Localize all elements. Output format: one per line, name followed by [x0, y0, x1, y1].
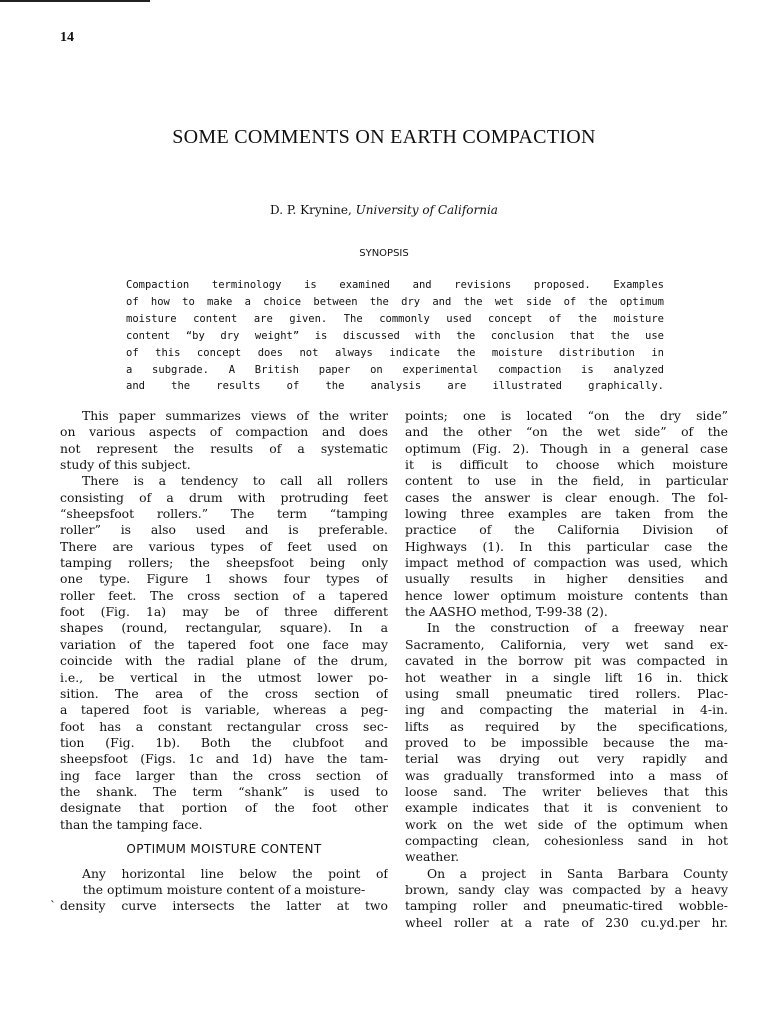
text-line: brown, sandy clay was compacted by a heavy — [405, 881, 728, 897]
text-line: than the tamping face. — [60, 816, 203, 832]
text-line: tion (Fig. 1b). Both the clubfoot and — [60, 734, 388, 750]
text-line: example indicates that it is convenient to — [405, 800, 728, 816]
synopsis-line: Compaction terminology is examined and revisions proposed. Examples — [126, 279, 664, 291]
text-line: compacting clean, cohesionless sand in hot — [405, 832, 728, 848]
text-line: i.e., be vertical in the utmost lower po- — [60, 669, 388, 685]
text-line: hence lower optimum moisture contents than — [405, 587, 728, 603]
text-line: terial was drying out very rapidly and — [405, 751, 728, 767]
text-line: weather. — [405, 849, 460, 865]
synopsis-line: moisture content are given. The commonly used concept of the moisture — [126, 312, 664, 325]
text-line: impact method of compaction was used, which — [405, 555, 728, 571]
text-line: roller” is also used and is preferable. — [60, 522, 388, 538]
text-line: the shank. The term “shank” is used to — [60, 783, 388, 799]
text-line: coincide with the radial plane of the drum, — [60, 653, 388, 669]
margin-mark: ` — [50, 899, 56, 914]
text-line: ing and compacting the material in 4-in. — [405, 702, 728, 718]
text-line: tamping roller and pneumatic-tired wobble- — [405, 898, 728, 914]
text-line: the AASHO method, T-99-38 (2). — [405, 604, 608, 620]
text-line: Sacramento, California, very wet sand ex- — [405, 636, 728, 652]
text-line: Any horizontal line below the point of — [82, 865, 388, 881]
synopsis-line: a subgrade. A British paper on experimental compaction is analyzed — [126, 363, 664, 376]
paragraph — [405, 408, 728, 620]
text-line: tamping rollers; the sheepsfoot being only — [60, 555, 388, 571]
text-line: content to use in the field, in particular — [405, 473, 728, 489]
text-line: consisting of a drum with protruding feet — [60, 489, 388, 505]
text-line: not represent the results of a systematic — [60, 440, 388, 456]
text-line: In the construction of a freeway near — [427, 620, 728, 636]
text-line: “sheepsfoot rollers.” The term “tamping — [60, 506, 388, 522]
text-line: cases the answer is clear enough. The fol- — [405, 489, 728, 505]
paper-title: SOME COMMENTS ON EARTH COMPACTION — [172, 126, 596, 148]
text-line: variation of the tapered foot one face may — [60, 636, 388, 652]
text-line: usually results in higher densities and — [405, 571, 728, 587]
author-line — [0, 203, 768, 217]
text-line: a tapered foot is variable, whereas a peg- — [60, 702, 388, 718]
text-line: wheel roller at a rate of 230 cu.yd.per hr. — [405, 914, 728, 930]
paragraph — [405, 866, 728, 931]
text-line: was gradually transformed into a mass of — [405, 767, 728, 783]
synopsis-body — [126, 277, 664, 395]
synopsis-line: of how to make a choice between the dry and the wet side of the optimum — [126, 295, 664, 308]
text-line: optimum (Fig. 2). Though in a general case — [405, 440, 728, 456]
text-line: loose sand. The writer believes that this — [405, 783, 728, 799]
author-name: D. P. Krynine, — [270, 203, 356, 217]
synopsis-heading: SYNOPSIS — [359, 248, 409, 259]
text-line: study of this subject. — [60, 457, 191, 473]
text-line: shapes (round, rectangular, square). In a — [60, 620, 388, 636]
text-line: practice of the California Division of — [405, 522, 728, 538]
text-line: sheepsfoot (Figs. 1c and 1d) have the tam- — [60, 751, 388, 767]
paragraph — [60, 473, 388, 833]
text-line: foot (Fig. 1a) may be of three different — [60, 604, 388, 620]
text-line: on various aspects of compaction and does — [60, 424, 388, 440]
text-line: roller feet. The cross section of a tapered — [60, 587, 388, 603]
text-line: designate that portion of the foot other — [60, 800, 388, 816]
page-number: 14 — [60, 30, 74, 45]
text-line: using small pneumatic tired rollers. Plac- — [405, 685, 728, 701]
text-line: work on the wet side of the optimum when — [405, 816, 728, 832]
text-line: Highways (1). In this particular case the — [405, 538, 728, 554]
text-line: density curve intersects the latter at two — [60, 898, 388, 914]
right-column — [405, 408, 728, 931]
top-rule — [0, 0, 150, 2]
text-line: hot weather in a single lift 16 in. thick — [405, 669, 728, 685]
text-line: cavated in the borrow pit was compacted in — [405, 653, 728, 669]
text-line: and the other “on the wet side” of the — [405, 424, 728, 440]
text-line: points; one is located “on the dry side” — [405, 408, 728, 423]
text-line: ing face larger than the cross section of — [60, 767, 388, 783]
synopsis-line: and the results of the analysis are illustrated graphically. — [126, 380, 664, 393]
left-column — [50, 408, 388, 915]
text-line: There is a tendency to call all rollers — [82, 473, 388, 489]
paragraph — [50, 865, 388, 915]
text-line: This paper summarizes views of the writer — [82, 408, 388, 423]
text-line: lifts as required by the specifications, — [405, 718, 728, 734]
text-line: the optimum moisture content of a moisture- — [82, 881, 366, 897]
section-heading: OPTIMUM MOISTURE CONTENT — [126, 841, 322, 856]
text-line: proved to be impossible because the ma- — [405, 734, 728, 750]
text-line: foot has a constant rectangular cross sec- — [60, 718, 388, 734]
text-line: one type. Figure 1 shows four types of — [60, 571, 388, 587]
text-line: On a project in Santa Barbara County — [427, 865, 728, 881]
paragraph — [405, 620, 728, 865]
text-line: it is difficult to choose which moisture — [405, 457, 728, 473]
author-affiliation: University of California — [355, 203, 498, 217]
paragraph — [60, 408, 388, 473]
text-line: sition. The area of the cross section of — [60, 685, 388, 701]
text-line: There are various types of feet used on — [60, 538, 388, 554]
synopsis-line: of this concept does not always indicate the moisture distribution in — [126, 346, 664, 359]
text-line: lowing three examples are taken from the — [405, 506, 728, 522]
synopsis-line: content “by dry weight” is discussed with the conclusion that the use — [126, 329, 664, 342]
